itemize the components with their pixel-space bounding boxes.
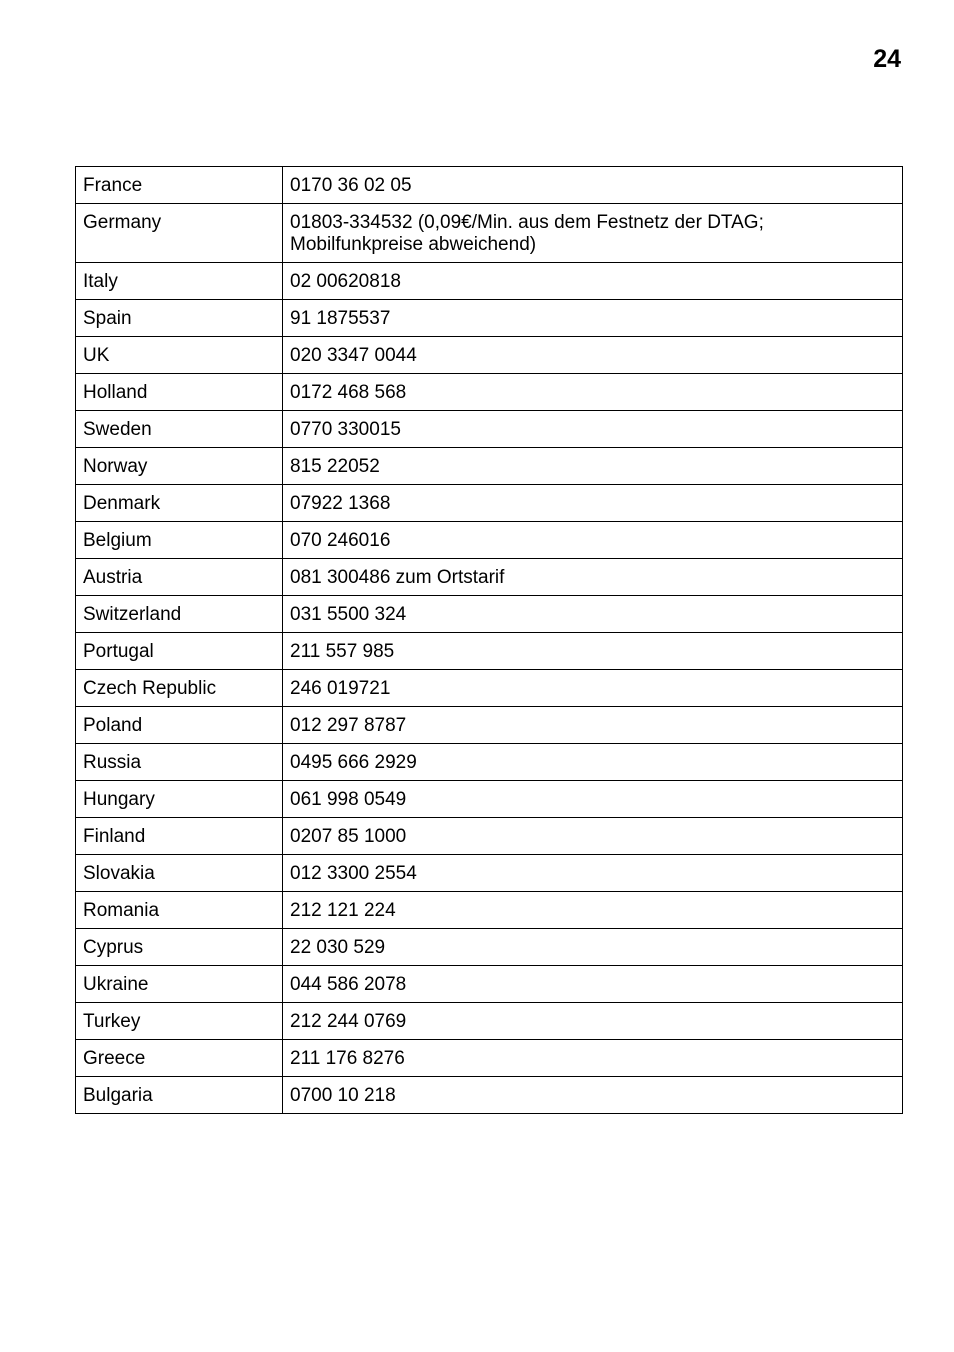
table-row xyxy=(76,374,903,411)
phone-cell: 070 246016 xyxy=(283,522,903,559)
phone-cell: 061 998 0549 xyxy=(283,781,903,818)
country-cell: Austria xyxy=(76,559,283,596)
table-row xyxy=(76,448,903,485)
table-row xyxy=(76,337,903,374)
country-cell: Norway xyxy=(76,448,283,485)
phone-cell: 815 22052 xyxy=(283,448,903,485)
page-number: 24 xyxy=(873,45,901,73)
phone-cell: 211 557 985 xyxy=(283,633,903,670)
table-row xyxy=(76,300,903,337)
country-cell: Russia xyxy=(76,744,283,781)
table-row xyxy=(76,633,903,670)
country-cell: Spain xyxy=(76,300,283,337)
phone-cell: 22 030 529 xyxy=(283,929,903,966)
table-row xyxy=(76,522,903,559)
country-cell: Germany xyxy=(76,204,283,263)
table-row xyxy=(76,1040,903,1077)
country-cell: Ukraine xyxy=(76,966,283,1003)
country-cell: Bulgaria xyxy=(76,1077,283,1114)
country-cell: Turkey xyxy=(76,1003,283,1040)
country-cell: France xyxy=(76,167,283,204)
phone-cell: 07922 1368 xyxy=(283,485,903,522)
country-cell: Denmark xyxy=(76,485,283,522)
phone-cell: 02 00620818 xyxy=(283,263,903,300)
phone-cell: 081 300486 zum Ortstarif xyxy=(283,559,903,596)
country-cell: UK xyxy=(76,337,283,374)
country-cell: Italy xyxy=(76,263,283,300)
phone-cell: 0770 330015 xyxy=(283,411,903,448)
country-cell: Hungary xyxy=(76,781,283,818)
country-cell: Sweden xyxy=(76,411,283,448)
country-cell: Portugal xyxy=(76,633,283,670)
phone-cell: 0495 666 2929 xyxy=(283,744,903,781)
phone-cell: 212 244 0769 xyxy=(283,1003,903,1040)
country-cell: Cyprus xyxy=(76,929,283,966)
country-cell: Romania xyxy=(76,892,283,929)
phone-cell: 211 176 8276 xyxy=(283,1040,903,1077)
country-cell: Poland xyxy=(76,707,283,744)
country-cell: Switzerland xyxy=(76,596,283,633)
table-row xyxy=(76,167,903,204)
table-row xyxy=(76,966,903,1003)
phone-cell: 91 1875537 xyxy=(283,300,903,337)
table-row xyxy=(76,1077,903,1114)
table-row xyxy=(76,1003,903,1040)
country-cell: Holland xyxy=(76,374,283,411)
phone-cell: 212 121 224 xyxy=(283,892,903,929)
table-row xyxy=(76,818,903,855)
table-row xyxy=(76,596,903,633)
table-row xyxy=(76,781,903,818)
table-row xyxy=(76,707,903,744)
phone-cell: 0170 36 02 05 xyxy=(283,167,903,204)
table-row xyxy=(76,411,903,448)
table-row xyxy=(76,855,903,892)
phone-cell: 012 297 8787 xyxy=(283,707,903,744)
country-cell: Czech Republic xyxy=(76,670,283,707)
table-row xyxy=(76,929,903,966)
country-cell: Finland xyxy=(76,818,283,855)
table-row xyxy=(76,670,903,707)
table-row xyxy=(76,485,903,522)
contact-table xyxy=(75,166,903,1114)
phone-cell: 0700 10 218 xyxy=(283,1077,903,1114)
phone-cell: 044 586 2078 xyxy=(283,966,903,1003)
phone-cell: 246 019721 xyxy=(283,670,903,707)
phone-cell: 031 5500 324 xyxy=(283,596,903,633)
table-row xyxy=(76,204,903,263)
table-row xyxy=(76,559,903,596)
table-row xyxy=(76,263,903,300)
contact-table-body xyxy=(76,167,903,1114)
phone-cell: 01803-334532 (0,09€/Min. aus dem Festnetz der DTAG; Mobilfunkpreise abweichend) xyxy=(283,204,903,263)
phone-cell: 0172 468 568 xyxy=(283,374,903,411)
country-cell: Belgium xyxy=(76,522,283,559)
phone-cell: 012 3300 2554 xyxy=(283,855,903,892)
country-cell: Slovakia xyxy=(76,855,283,892)
phone-cell: 0207 85 1000 xyxy=(283,818,903,855)
country-cell: Greece xyxy=(76,1040,283,1077)
table-row xyxy=(76,892,903,929)
table-row xyxy=(76,744,903,781)
phone-cell: 020 3347 0044 xyxy=(283,337,903,374)
